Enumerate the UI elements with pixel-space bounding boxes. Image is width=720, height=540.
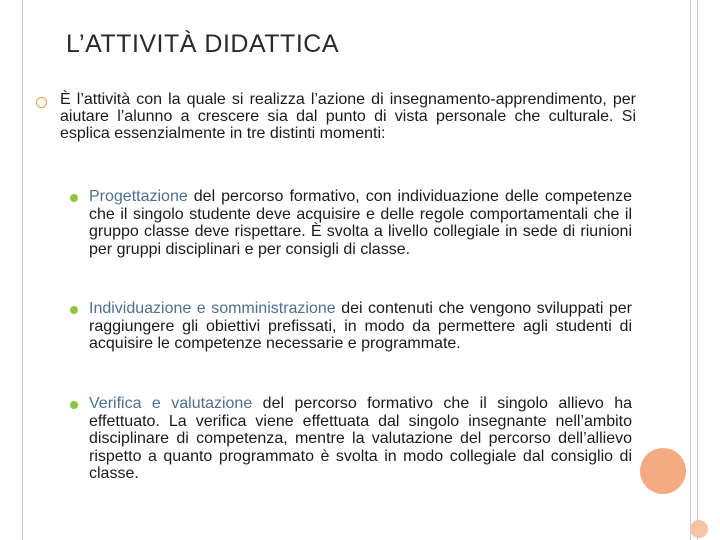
sub-item-body: dei contenuti che vengono sviluppati per raggiungere gli obiettivi prefissati, in modo da permettere agli studenti di acquisire le competenze necessarie e programmate. [89,300,632,352]
sub-item-highlight: Progettazione [89,188,188,205]
ring-bullet-icon [36,97,47,108]
sub-item-body: del percorso formativo che il singolo allievo ha effettuato. La verifica viene effettuata dal singolo insegnante nell’ambito disciplinare di competenza, mentre la valutazione del percorso dell’allievo rispetto a quanto programmato è svolta in modo collegiale dal consiglio di classe. [89,395,632,482]
sub-item-text [89,188,632,258]
intro-text: È l’attività con la quale si realizza l’azione di insegnamento-apprendimento, per aiutare l’alunno a crescere sia dal punto di vista personale che culturale. Si esplica essenzialmente in tre distinti momenti: [60,91,636,142]
sub-item-highlight: Individuazione e somministrazione [89,300,336,317]
green-bullet-icon [70,401,78,409]
slide-title: L’ATTIVITÀ DIDATTICA [66,30,339,58]
sub-bullet-item-3 [70,395,632,483]
main-bullet-item [36,91,636,142]
right-border-line-outer [697,0,698,540]
sub-bullet-item-2 [70,300,632,353]
sub-bullet-item-1 [70,188,632,258]
green-bullet-icon [70,306,78,314]
sub-item-text [89,300,632,353]
sub-item-highlight: Verifica e valutazione [89,395,253,412]
sub-item-body: del percorso formativo, con individuazione delle competenze che il singolo studente deve acquisire e delle regole comportamentali che il gruppo classe deve rispettare. È svolta a livello collegiale in sede di riunioni per gruppi disciplinari e per consigli di classe. [89,188,632,258]
sub-item-text [89,395,632,483]
left-border-line [22,0,23,540]
decorative-circle [640,448,686,494]
decorative-circle-small [690,520,708,538]
right-border-line [690,0,691,540]
green-bullet-icon [70,194,78,202]
